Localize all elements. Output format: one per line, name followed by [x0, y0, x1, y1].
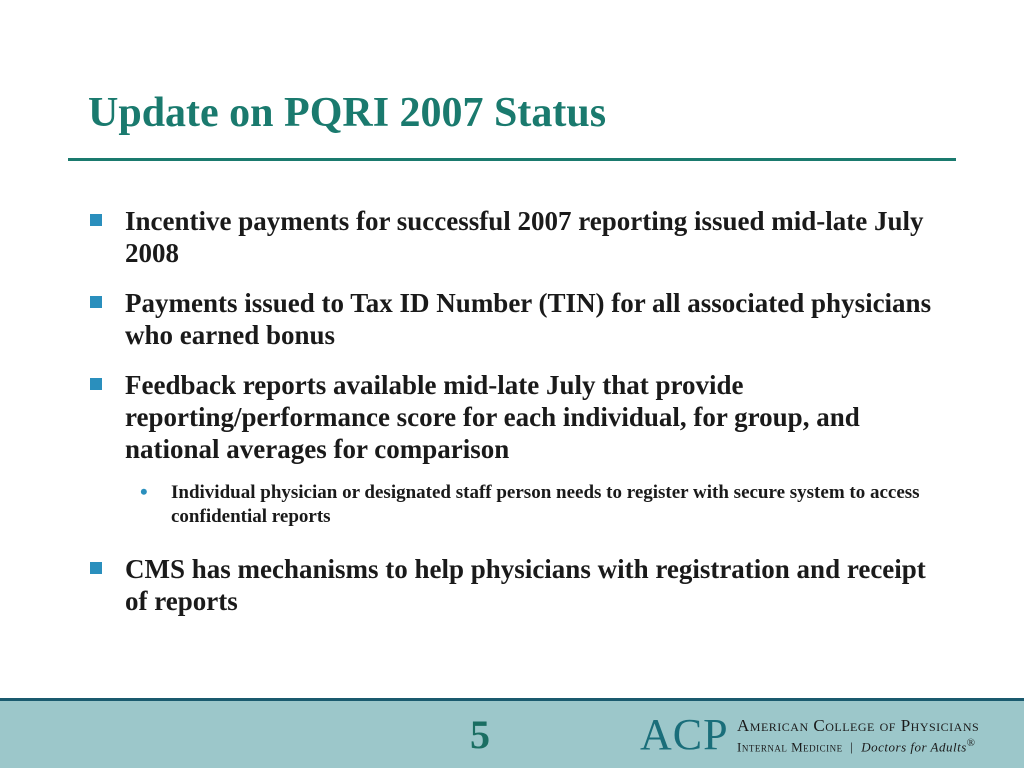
- sub-bullet-text: Individual physician or designated staff person needs to register with secure system to access confidential reports: [171, 482, 920, 527]
- bullet-text: CMS has mechanisms to help physicians with registration and receipt of reports: [125, 554, 926, 616]
- bullet-text: Payments issued to Tax ID Number (TIN) for all associated physicians who earned bonus: [125, 288, 932, 350]
- tagline-separator: |: [850, 739, 854, 755]
- bullet-text: Feedback reports available mid-late July that provide reporting/performance score for each individual, for group, and national averages for comparison: [125, 370, 860, 464]
- round-bullet-icon: •: [140, 479, 148, 504]
- square-bullet-icon: [90, 296, 102, 308]
- sub-bullet-item: [140, 481, 940, 529]
- registered-mark: ®: [966, 737, 976, 749]
- footer-bar: [0, 701, 1024, 768]
- bullet-item: [90, 553, 940, 617]
- bullet-list: [90, 205, 940, 635]
- tagline-right: Doctors for Adults: [861, 739, 967, 755]
- square-bullet-icon: [90, 214, 102, 226]
- square-bullet-icon: [90, 562, 102, 574]
- slide-title: Update on PQRI 2007 Status: [88, 90, 607, 136]
- page-number: 5: [470, 712, 490, 757]
- square-bullet-icon: [90, 378, 102, 390]
- title-divider: [68, 158, 956, 161]
- acp-logo: ACP: [640, 710, 729, 759]
- org-name: American College of Physicians: [737, 716, 980, 735]
- bullet-item: [90, 287, 940, 351]
- tagline-left: Internal Medicine: [737, 739, 843, 755]
- bullet-item: [90, 205, 940, 269]
- bullet-item: [90, 369, 940, 465]
- org-tagline: [737, 737, 976, 755]
- bullet-text: Incentive payments for successful 2007 reporting issued mid-late July 2008: [125, 206, 924, 268]
